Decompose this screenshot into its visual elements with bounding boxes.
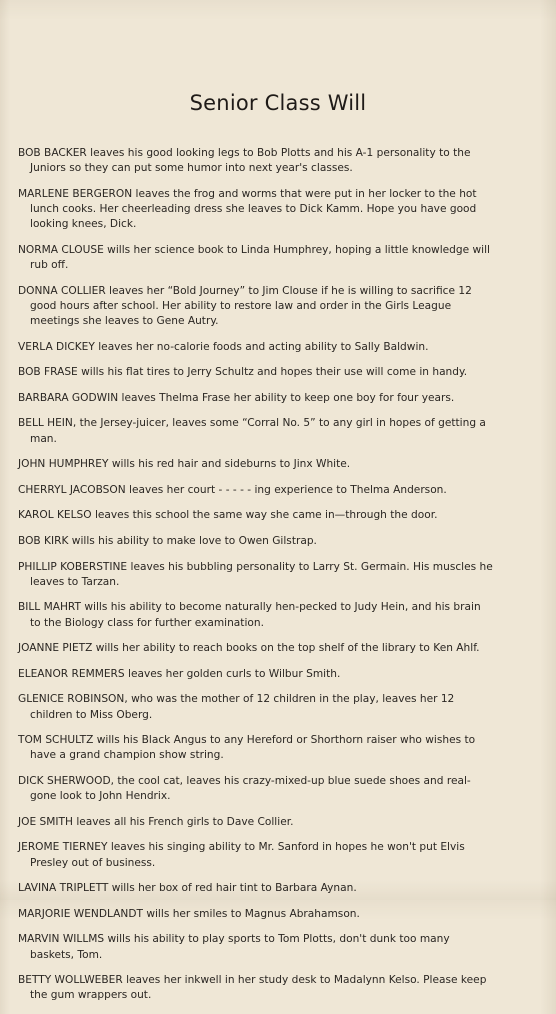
senior-name: VERLA DICKEY — [18, 340, 95, 353]
will-entry — [18, 641, 494, 656]
will-entries-list — [18, 146, 494, 1014]
senior-name: MARJORIE WENDLANDT — [18, 907, 143, 920]
bequest-text: , the Jersey-juicer, leaves some “Corral No. 5” to any girl in hopes of getting a man. — [30, 417, 486, 445]
bequest-text: leaves her “Bold Journey” to Jim Clouse if he is willing to sacrifice 12 good hours after school. Her ability to restore law and order in the Girls League meetings she leaves to Gene Autry. — [30, 284, 472, 327]
senior-name: BILL MAHRT — [18, 601, 81, 614]
senior-name: BETTY WOLLWEBER — [18, 974, 123, 987]
bequest-text: wills her ability to reach books on the top shelf of the library to Ken Ahlf. — [92, 642, 480, 655]
bequest-text: leaves her no-calorie foods and acting ability to Sally Baldwin. — [94, 340, 429, 353]
senior-name: MARLENE BERGERON — [18, 187, 133, 200]
senior-name: JOE SMITH — [18, 815, 73, 828]
senior-name: LAVINA TRIPLETT — [18, 882, 109, 895]
bequest-text: leaves her golden curls to Wilbur Smith. — [124, 667, 341, 680]
bequest-text: wills her smiles to Magnus Abrahamson. — [142, 907, 360, 920]
bequest-text: leaves her inkwell in her study desk to Madalynn Kelso. Please keep the gum wrappers out. — [30, 974, 487, 1002]
will-entry — [18, 187, 494, 233]
will-entry — [18, 692, 494, 722]
will-entry — [18, 534, 494, 549]
senior-name: BELL HEIN — [18, 417, 73, 430]
bequest-text: wills his ability to make love to Owen Gilstrap. — [68, 534, 317, 547]
will-entry — [18, 340, 494, 355]
bequest-text: wills his flat tires to Jerry Schultz and hopes their use will come in handy. — [77, 366, 468, 379]
bequest-text: leaves the frog and worms that were put in her locker to the hot lunch cooks. Her cheerleading dress she leaves to Dick Kamm. Hope you have good looking knees, Dick. — [30, 187, 477, 231]
senior-name: JEROME TIERNEY — [18, 841, 108, 854]
bequest-text: , the cool cat, leaves his crazy-mixed-up blue suede shoes and real-gone look to John Hendrix. — [30, 774, 471, 803]
bequest-text: wills her science book to Linda Humphrey, hoping a little knowledge will rub off. — [30, 243, 490, 271]
will-entry — [18, 840, 494, 870]
bequest-text: , who was the mother of 12 children in the play, leaves her 12 children to Miss Oberg. — [30, 693, 455, 721]
senior-name: ELEANOR REMMERS — [18, 667, 125, 680]
will-entry — [18, 391, 494, 406]
senior-name: DICK SHERWOOD — [18, 774, 111, 787]
senior-name: KAROL KELSO — [18, 509, 92, 522]
will-entry — [18, 284, 494, 330]
will-entry — [18, 667, 494, 682]
senior-name: NORMA CLOUSE — [18, 243, 104, 256]
will-entry — [18, 483, 494, 498]
will-entry — [18, 560, 494, 590]
page-title: Senior Class Will — [189, 91, 367, 115]
senior-name: JOANNE PIETZ — [18, 642, 93, 655]
senior-name: TOM SCHULTZ — [18, 734, 94, 747]
senior-name: PHILLIP KOBERSTINE — [18, 560, 128, 573]
will-entry — [18, 881, 494, 896]
bequest-text: wills his Black Angus to any Hereford or Shorthorn raiser who wishes to have a grand champion show string. — [30, 734, 476, 762]
will-entry — [18, 973, 494, 1003]
senior-name: BARBARA GODWIN — [18, 391, 119, 404]
senior-name: MARVIN WILLMS — [18, 933, 105, 946]
will-entry — [18, 907, 494, 922]
will-entry — [18, 146, 494, 176]
will-entry — [18, 600, 494, 630]
will-entry — [18, 457, 494, 472]
bequest-text: wills his red hair and sideburns to Jinx White. — [108, 458, 351, 471]
will-entry — [18, 365, 494, 380]
will-entry — [18, 508, 494, 523]
senior-name: BOB FRASE — [18, 366, 78, 379]
will-entry — [18, 815, 494, 830]
bequest-text: leaves his bubbling personality to Larry St. Germain. His muscles he leaves to Tarzan. — [30, 560, 493, 588]
will-entry — [18, 243, 494, 273]
senior-name: BOB BACKER — [18, 147, 87, 159]
bequest-text: leaves his singing ability to Mr. Sanford in hopes he won't put Elvis Presley out of business. — [30, 841, 465, 869]
bequest-text: leaves Thelma Frase her ability to keep one boy for four years. — [118, 391, 455, 404]
bequest-text: leaves her court - - - - - ing experience to Thelma Anderson. — [125, 483, 447, 496]
senior-name: CHERRYL JACOBSON — [18, 483, 126, 496]
will-entry — [18, 932, 494, 962]
senior-name: BOB KIRK — [18, 534, 69, 547]
will-entry — [18, 733, 494, 763]
bequest-text: leaves all his French girls to Dave Collier. — [72, 815, 294, 828]
bequest-text: wills his ability to become naturally hen-pecked to Judy Hein, and his brain to the Biology class for further examination. — [30, 601, 481, 629]
bequest-text: leaves this school the same way she came in—through the door. — [91, 509, 438, 522]
senior-name: DONNA COLLIER — [18, 284, 106, 297]
bequest-text: leaves his good looking legs to Bob Plotts and his A-1 personality to the Juniors so they can put some humor into next year's classes. — [30, 147, 471, 175]
will-entry — [18, 416, 494, 446]
bequest-text: wills his ability to play sports to Tom Plotts, don't dunk too many baskets, Tom. — [30, 933, 450, 961]
senior-name: GLENICE ROBINSON — [18, 693, 125, 706]
senior-name: JOHN HUMPHREY — [18, 458, 109, 471]
will-entry — [18, 774, 494, 804]
bequest-text: wills her box of red hair tint to Barbara Aynan. — [108, 882, 357, 895]
